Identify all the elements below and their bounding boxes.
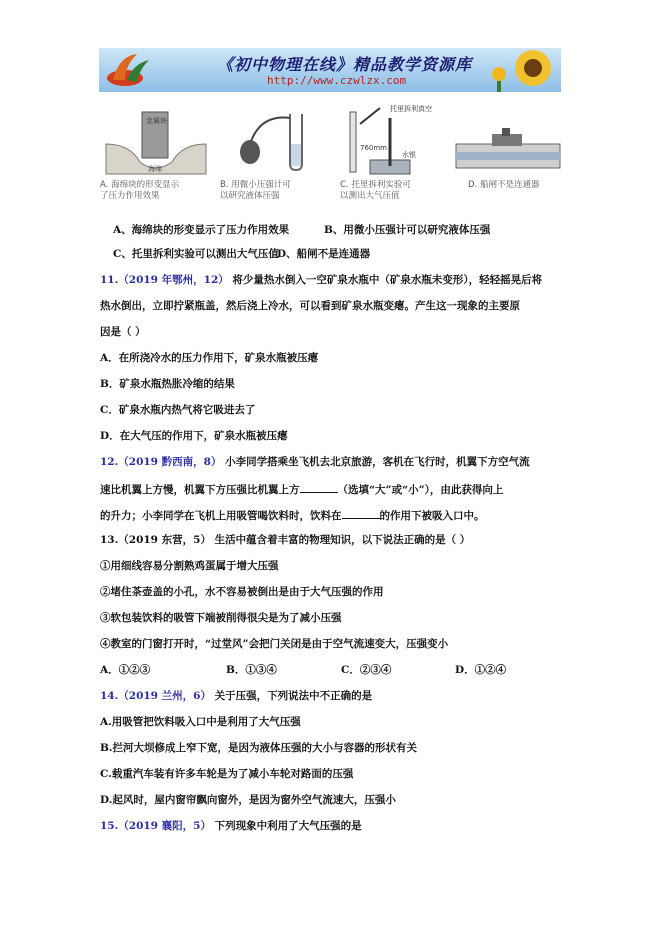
figure-c <box>340 104 452 208</box>
q13-item-2: ②堵住茶壶盖的小孔，水不容易被倒出是由于大气压强的作用 <box>100 586 384 598</box>
q10-option-d: D、船闸不是连通器 <box>277 248 371 260</box>
q12-line-3: 的升力；小李同学在飞机上用吸管喝饮料时，饮料在 的作用下被吸入口中。 <box>100 510 485 522</box>
q13-item-3: ③软包装饮料的吸管下端被削得很尖是为了减小压强 <box>100 612 342 624</box>
q11-option-b: B．矿泉水瓶热胀冷缩的结果 <box>100 378 235 390</box>
q11-option-a: A．在所浇冷水的压力作用下，矿泉水瓶被压瘪 <box>100 352 319 364</box>
figure-row <box>100 104 570 208</box>
q13-option-b: B．①③④ <box>226 664 277 676</box>
label-mercury: 水银 <box>402 151 416 159</box>
figure-caption: B. 用微小压强计可 以研究液体压强 <box>220 180 291 201</box>
q12-line-2: 速比机翼上方慢，机翼下方压强比机翼上方 （选填“大”或“小”），由此获得向上 <box>100 484 504 496</box>
q12-head: 12.（2019 黔西南，8） <box>100 456 222 468</box>
q15-line-1: 15.（2019 襄阳，5） 下列现象中利用了大气压强的是 <box>100 820 362 832</box>
q13-option-c: C．②③④ <box>341 664 392 676</box>
q14-option-d: D.起风时，屋内窗帘飘向窗外，是因为窗外空气流速大，压强小 <box>100 794 396 806</box>
q13-item-4: ④教室的门窗打开时，“过堂风”会把门关闭是由于空气流速变大，压强变小 <box>100 638 449 650</box>
q11-line-2: 热水倒出，立即拧紧瓶盖，然后浇上冷水，可以看到矿泉水瓶变瘪。产生这一现象的主要原 <box>100 300 520 312</box>
banner-title: 《初中物理在线》精品教学资源库 <box>217 55 473 74</box>
q12-line-1: 12.（2019 黔西南，8） 小李同学搭乘坐飞机去北京旅游，客机在飞行时，机翼下方空气流 <box>100 456 530 468</box>
label-vacuum: 托里拆利真空 <box>390 105 432 113</box>
q10-option-b: B、用微小压强计可以研究液体压强 <box>324 224 491 236</box>
q15-head: 15.（2019 襄阳，5） <box>100 820 211 832</box>
q11-line-3: 因是（ ） <box>100 326 146 338</box>
q11-option-c: C．矿泉水瓶内热气将它吸进去了 <box>100 404 256 416</box>
q14-line-1: 14.（2019 兰州，6） 关于压强，下列说法中不正确的是 <box>100 690 373 702</box>
q13-option-a: A．①②③ <box>100 664 151 676</box>
q11-head: 11.（2019 年鄂州，12） <box>100 274 229 286</box>
figure-b <box>220 104 332 208</box>
q14-head: 14.（2019 兰州，6） <box>100 690 211 702</box>
q11-option-d: D．在大气压的作用下，矿泉水瓶被压瘪 <box>100 430 288 442</box>
q13-head: 13.（2019 东营，5） <box>100 534 211 546</box>
q10-option-a: A、海绵块的形变显示了压力作用效果 <box>113 224 290 236</box>
figure-d <box>452 104 564 208</box>
q14-option-c: C.载重汽车装有许多车轮是为了减小车轮对路面的压强 <box>100 768 354 780</box>
header-banner <box>99 48 561 92</box>
q13-option-d: D．①②④ <box>455 664 507 676</box>
figure-a <box>100 104 212 208</box>
label-sponge: 海绵 <box>148 165 162 173</box>
q13-item-1: ①用细线容易分割熟鸡蛋属于增大压强 <box>100 560 279 572</box>
banner-url[interactable]: http://www.czwlzx.com <box>267 74 407 87</box>
q14-option-b: B.拦河大坝修成上窄下宽，是因为液体压强的大小与容器的形状有关 <box>100 742 418 754</box>
logo-icon <box>103 50 163 90</box>
q14-option-a: A.用吸管把饮料吸入口中是利用了大气压强 <box>100 716 301 728</box>
q13-line-1: 13.（2019 东营，5） 生活中蕴含着丰富的物理知识，以下说法正确的是（ ） <box>100 534 471 546</box>
q10-option-c: C、托里拆利实验可以测出大气压值 <box>113 248 279 260</box>
figure-caption: D. 船闸不是连通器 <box>468 180 540 190</box>
figure-caption: A. 海绵块的形变显示 了压力作用效果 <box>100 180 180 201</box>
label-760mm: 760mm <box>360 144 387 152</box>
label-metal-block: 金属块 <box>146 117 167 125</box>
sunflower-icon <box>487 48 557 92</box>
q12-blank-1[interactable] <box>300 482 338 493</box>
q11-line-1: 11.（2019 年鄂州，12） 将少量热水倒入一空矿泉水瓶中（矿泉水瓶未变形），轻轻摇晃后将 <box>100 274 543 286</box>
figure-caption: C. 托里拆利实验可 以测出大气压值 <box>340 180 411 201</box>
q12-blank-2[interactable] <box>342 508 380 519</box>
